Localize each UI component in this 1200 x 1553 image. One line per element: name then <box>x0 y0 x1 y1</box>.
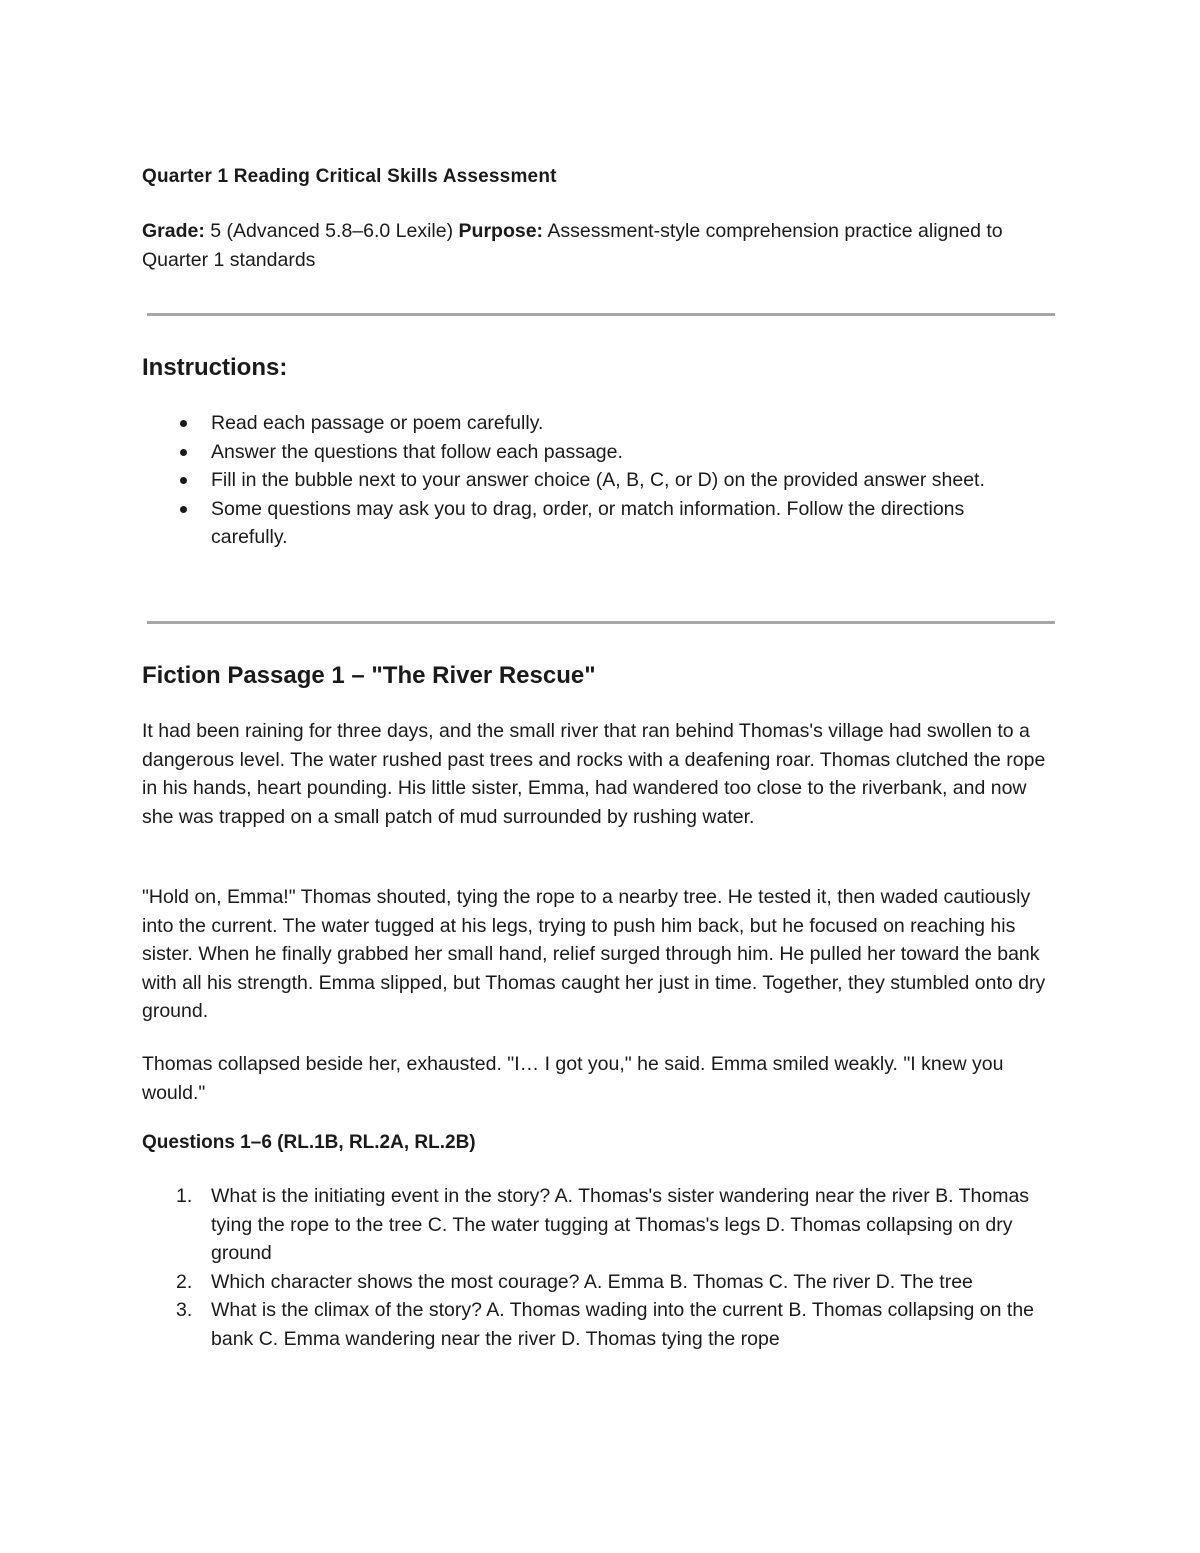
document-title: Quarter 1 Reading Critical Skills Assessment <box>142 166 557 187</box>
bullet-icon <box>180 420 187 427</box>
question-item <box>142 1182 1062 1268</box>
questions-heading: Questions 1–6 (RL.1B, RL.2A, RL.2B) <box>142 1132 476 1153</box>
instructions-list <box>142 409 1042 552</box>
purpose-label: Purpose: <box>458 220 544 242</box>
instruction-item <box>142 409 1042 438</box>
horizontal-divider <box>147 621 1055 624</box>
instruction-text: Fill in the bubble next to your answer choice (A, B, C, or D) on the provided answer sheet. <box>211 469 985 491</box>
question-text: What is the climax of the story? A. Thomas wading into the current B. Thomas collapsing on the bank C. Emma wandering near the river D. Thomas tying the rope <box>211 1299 1035 1350</box>
question-number: 3. <box>176 1299 193 1321</box>
assessment-meta <box>142 217 1042 274</box>
passage-paragraph: It had been raining for three days, and the small river that ran behind Thomas's village had swollen to a dangerous level. The water rushed past trees and rocks with a deafening roar. Thomas clutched the rope in his hands, heart pounding. His little sister, Emma, had wandered too close to the riverbank, and now she was trapped on a small patch of mud surrounded by rushing water. <box>142 720 1046 828</box>
purpose-value: Assessment-style comprehension practice aligned to Quarter 1 standards <box>142 220 1003 271</box>
instructions-heading: Instructions: <box>142 354 288 381</box>
question-item <box>142 1268 1062 1297</box>
questions-list <box>142 1182 1062 1353</box>
bullet-icon <box>180 477 187 484</box>
instruction-item <box>142 438 1042 467</box>
bullet-icon <box>180 506 187 513</box>
instruction-text: Read each passage or poem carefully. <box>211 412 544 434</box>
question-text: Which character shows the most courage? A. Emma B. Thomas C. The river D. The tree <box>211 1270 973 1293</box>
instruction-text: Some questions may ask you to drag, order, or match information. Follow the directions carefully. <box>211 497 965 548</box>
question-text: What is the initiating event in the story? A. Thomas's sister wandering near the river B. Thomas tying the rope to the tree C. The water tugging at Thomas's legs D. Thomas collapsing on dry ground <box>211 1185 1030 1264</box>
instruction-text: Answer the questions that follow each passage. <box>211 440 623 463</box>
grade-label: Grade: <box>142 220 205 242</box>
question-number: 1. <box>176 1185 193 1207</box>
question-item <box>142 1296 1062 1353</box>
bullet-icon <box>180 449 187 456</box>
horizontal-divider <box>147 313 1055 316</box>
passage-paragraph: "Hold on, Emma!" Thomas shouted, tying the rope to a nearby tree. He tested it, then waded cautiously into the current. The water tugged at his legs, trying to push him back, but he focused on reaching his sister. When he finally grabbed her small hand, relief surged through him. He pulled her toward the bank with all his strength. Emma slipped, but Thomas caught her just in time. Together, they stumbled onto dry ground. <box>142 886 1046 1022</box>
instruction-item <box>142 495 1042 552</box>
grade-value: 5 (Advanced 5.8–6.0 Lexile) <box>204 220 459 242</box>
question-number: 2. <box>176 1270 193 1293</box>
instruction-item <box>142 466 1042 495</box>
passage-paragraph: Thomas collapsed beside her, exhausted. "I… I got you," he said. Emma smiled weakly. "I knew you would." <box>142 1053 1004 1104</box>
passage-heading: Fiction Passage 1 – "The River Rescue" <box>142 662 596 689</box>
